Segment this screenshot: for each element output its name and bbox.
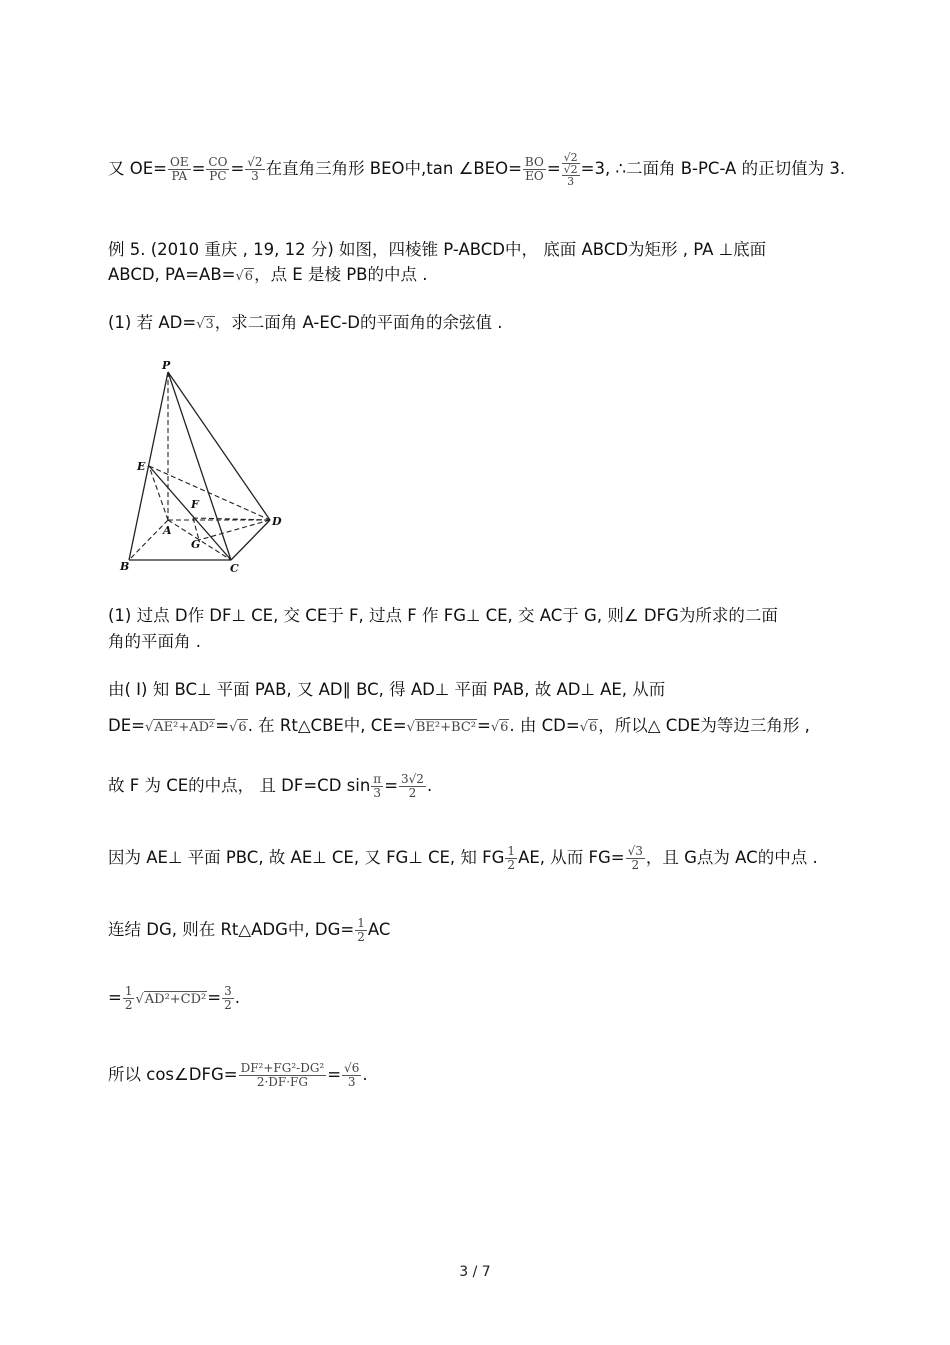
page-number: 3 / 7: [459, 1264, 491, 1280]
text-line-6: 角的平面角 .: [108, 632, 201, 651]
fraction-3-2: $\frac{3}{2}$: [224, 984, 232, 1012]
text-line-5: (1) 过点 D作 DF⊥ CE, 交 CE于 F, 过点 F 作 FG⊥ CE, 交 AC于 G, 则∠ DFG为所求的二面: [108, 606, 778, 625]
text-line-3: ABCD, PA=AB=√6，点 E 是棱 PB的中点 .: [108, 265, 428, 284]
edge-ec: [149, 466, 231, 560]
text-line-7: 由( Ⅰ) 知 BC⊥ 平面 PAB, 又 AD∥ BC, 得 AD⊥ 平面 PAB, 故 AD⊥ AE, 从而: [108, 680, 666, 699]
fraction-cos-dfg: $\frac{\text{DF²+FG²-DG²}}{2\cdot DF\cdot FG}$: [240, 1061, 325, 1089]
text-line-11: 连结 DG, 则在 Rt△ADG中, DG= $\frac{1}{2}$ AC: [108, 916, 391, 944]
fraction-half: $\frac{1}{2}$: [124, 984, 133, 1012]
fraction-3sqrt2-2: $\frac{3√2}{2}$: [401, 772, 424, 800]
text-line-12: = $\frac{1}{2}$ √AD²+CD²= $\frac{3}{2}$ .: [108, 984, 240, 1012]
sqrt-ad-cd: √AD²+CD²: [135, 992, 207, 1007]
label-f: F: [191, 498, 199, 511]
text-line-10: 因为 AE⊥ 平面 PBC, 故 AE⊥ CE, 又 FG⊥ CE, 知 FG $\frac{1}{2}$ AE, 从而 FG= $\frac{√3}{2}$ ，且 G点为 AC的中点 .: [108, 844, 818, 872]
text-line-2: 例 5. (2010 重庆 , 19, 12 分) 如图，四棱锥 P-ABCD中， 底面 ABCD为矩形 , PA ⊥底面: [108, 240, 767, 259]
fraction-oe-pa: $\frac{OE}{PA}$: [169, 155, 189, 183]
fraction-1-2-ac: $\frac{1}{2}$: [357, 916, 365, 944]
label-g: G: [191, 538, 201, 551]
text-line-9: 故 F 为 CE的中点， 且 DF=CD sin $\frac{\pi}{3}$ = $\frac{3√2}{2}$ .: [108, 772, 433, 800]
fraction-nested-sqrt2: √2 √2 3: [563, 151, 578, 188]
text-line-4: (1) 若 AD=√3，求二面角 A-EC-D的平面角的余弦值 .: [108, 313, 503, 332]
fraction-bo-eo: $\frac{BO}{EO}$: [524, 155, 544, 183]
edge-pc: [168, 372, 231, 560]
fraction-1-2: $\frac{1}{2}$: [507, 844, 516, 872]
fraction-co-pc: $\frac{CO}{PC}$: [208, 155, 228, 183]
label-p: P: [162, 360, 171, 372]
label-d: D: [272, 515, 282, 528]
label-e: E: [137, 460, 146, 473]
sqrt-ae-ad: √AE²+AD²: [144, 720, 215, 735]
text-line-8: DE=√AE²+AD²=√6. 在 Rt△CBE中, CE=√BE²+BC²=√6. 由 CD=√6，所以△ CDE为等边三角形 ,: [108, 716, 810, 735]
fraction-pi-3: $\frac{\pi}{3}$: [373, 772, 382, 800]
text-line-1: 又 OE= $\frac{OE}{PA}$ = $\frac{CO}{PC}$ = $\frac{√2}{3}$ 在直角三角形 BEO中,tan ∠BEO= $\frac{BO}{EO}$ = √2 √2 3 =3, ∴二面角 B-PC-A 的正切值为 3.: [108, 151, 846, 188]
fraction-sqrt2-3: $\frac{√2}{3}$: [247, 155, 263, 183]
text-line-13: 所以 cos∠DFG= $\frac{\text{DF²+FG²-DG²}}{2\cdot DF\cdot FG}$ = $\frac{√6}{3}$ .: [108, 1061, 368, 1089]
label-c: C: [230, 562, 239, 575]
edge-ae: [149, 466, 168, 520]
fraction-sqrt6-3: $\frac{√6}{3}$: [344, 1061, 360, 1089]
fraction-sqrt3-2: $\frac{√3}{2}$: [627, 844, 643, 872]
label-a: A: [163, 524, 172, 537]
sqrt-3: √3: [196, 317, 214, 332]
sqrt-6: √6: [235, 269, 254, 284]
pyramid-figure: [115, 360, 290, 575]
label-b: B: [120, 560, 130, 573]
sqrt-be-bc: √BE²+BC²: [406, 720, 476, 735]
